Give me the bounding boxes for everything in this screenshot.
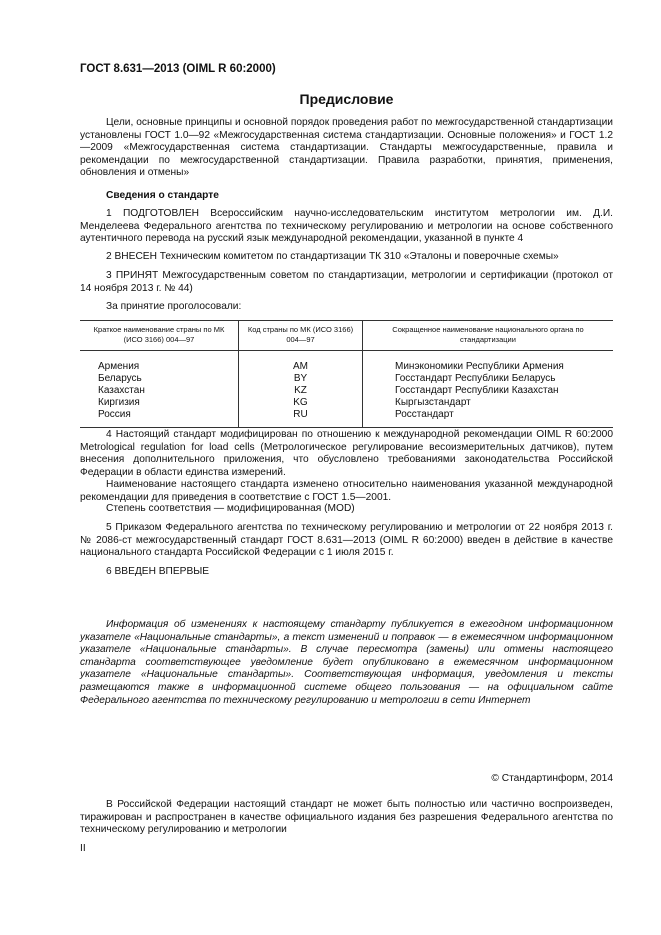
voting-countries-table (80, 320, 613, 428)
column-header-body: Сокращенное наименование национального органа по стандартизации (363, 321, 614, 351)
national-body: Госстандарт Республики Беларусь (395, 373, 556, 384)
intro-paragraph: Цели, основные принципы и основной порядок проведения работ по межгосударственной стандартизации установлены ГОСТ 1.0—92 «Межгосударственная система стандартизации. Основные положения» и ГОСТ 1.2—2009 «Межгосударственная система стандартизации. Стандарты межгосударственные, правила и рекомендации по межгосударственной стандартизации. Правила разработки, принятия, применения, обновления и отмены» (80, 117, 613, 179)
country-name: Беларусь (98, 373, 142, 384)
country-name: Киргизия (98, 397, 140, 408)
rights-paragraph: В Российской Федерации настоящий стандарт не может быть полностью или частично воспроизведен, тиражирован и распространен в качестве официального издания без разрешения Федерального агентства по техническому регулированию и метрологии (80, 799, 613, 836)
item-6-paragraph: 6 ВВЕДЕН ВПЕРВЫЕ (106, 566, 210, 577)
country-code: RU (293, 409, 308, 420)
table-body-row (80, 351, 613, 428)
running-header: ГОСТ 8.631—2013 (OIML R 60:2000) (80, 63, 276, 75)
national-body: Госстандарт Республики Казахстан (395, 385, 559, 396)
info-notice-paragraph: Информация об изменениях к настоящему стандарту публикуется в ежегодном информационном указателе «Национальные стандарты», а текст изменений и поправок — в ежемесячном информационном указателе «Национальные стандарты». В случае пересмотра (замены) или отмены настоящего стандарта соответствующее уведомление будет опубликовано в ежемесячном информационном указателе «Национальные стандарты». Соответствующая информация, уведомления и тексты размещаются также в информационной системе общего пользования — на официальном сайте Федерального агентства по техническому регулированию и метрологии в сети Интернет (80, 619, 613, 706)
item-4-name-paragraph: Наименование настоящего стандарта изменено относительно наименования указанной международной рекомендации для приведения в соответствие с ГОСТ 1.5—2001. (80, 479, 613, 503)
copyright-notice: © Стандартинформ, 2014 (491, 773, 613, 784)
standard-info-heading: Сведения о стандарте (106, 190, 219, 201)
table-header-row (80, 321, 613, 351)
column-header-country: Краткое наименование страны по МК (ИСО 3166) 004—97 (80, 321, 239, 351)
column-header-code: Код страны по МК (ИСО 3166) 004—97 (239, 321, 363, 351)
item-5-paragraph: 5 Приказом Федерального агентства по техническому регулированию и метрологии от 22 ноября 2013 г. № 2086-ст межгосударственный стандарт ГОСТ 8.631—2013 (OIML R 60:2000) введен в действие в качестве национального стандарта Российской Федерации с 1 июля 2015 г. (80, 522, 613, 559)
country-codes-cell (239, 351, 363, 428)
country-code: AM (293, 361, 308, 372)
item-3-paragraph: 3 ПРИНЯТ Межгосударственным советом по стандартизации, метрологии и сертификации (протокол от 14 ноября 2013 г. № 44) (80, 270, 613, 294)
national-body: Кыргызстандарт (395, 397, 471, 408)
country-names-cell (80, 351, 239, 428)
country-code: KG (293, 397, 308, 408)
item-1-paragraph: 1 ПОДГОТОВЛЕН Всероссийским научно-исследовательским институтом метрологии им. Д.И. Менделеева Федерального агентства по техническому регулированию и метрологии на основе собственного аутентичного перевода на русский язык международной рекомендации, указанной в пункте 4 (80, 208, 613, 245)
votes-intro: За принятие проголосовали: (106, 301, 242, 312)
national-body: Минэкономики Республики Армения (395, 361, 564, 372)
item-4-degree-paragraph: Степень соответствия — модифицированная (MOD) (106, 503, 355, 514)
section-title: Предисловие (299, 91, 394, 107)
country-code: KZ (294, 385, 307, 396)
page-number: II (80, 843, 86, 854)
item-2-paragraph: 2 ВНЕСЕН Техническим комитетом по стандартизации ТК 310 «Эталоны и поверочные схемы» (106, 251, 559, 262)
country-name: Армения (98, 361, 140, 372)
country-name: Казахстан (98, 385, 145, 396)
country-name: Россия (98, 409, 131, 420)
national-bodies-cell (363, 351, 614, 428)
country-code: BY (293, 373, 308, 384)
item-4-paragraph: 4 Настоящий стандарт модифицирован по отношению к международной рекомендации OIML R 60:2000 Metrological regulation for load cells (Метрологическое регулирование весоизмерительных датчиков), путем внесения дополнительного приложения, что обусловлено требованиями законодательства Российской Федерации в области единства измерений. (80, 429, 613, 478)
national-body: Росстандарт (395, 409, 454, 420)
